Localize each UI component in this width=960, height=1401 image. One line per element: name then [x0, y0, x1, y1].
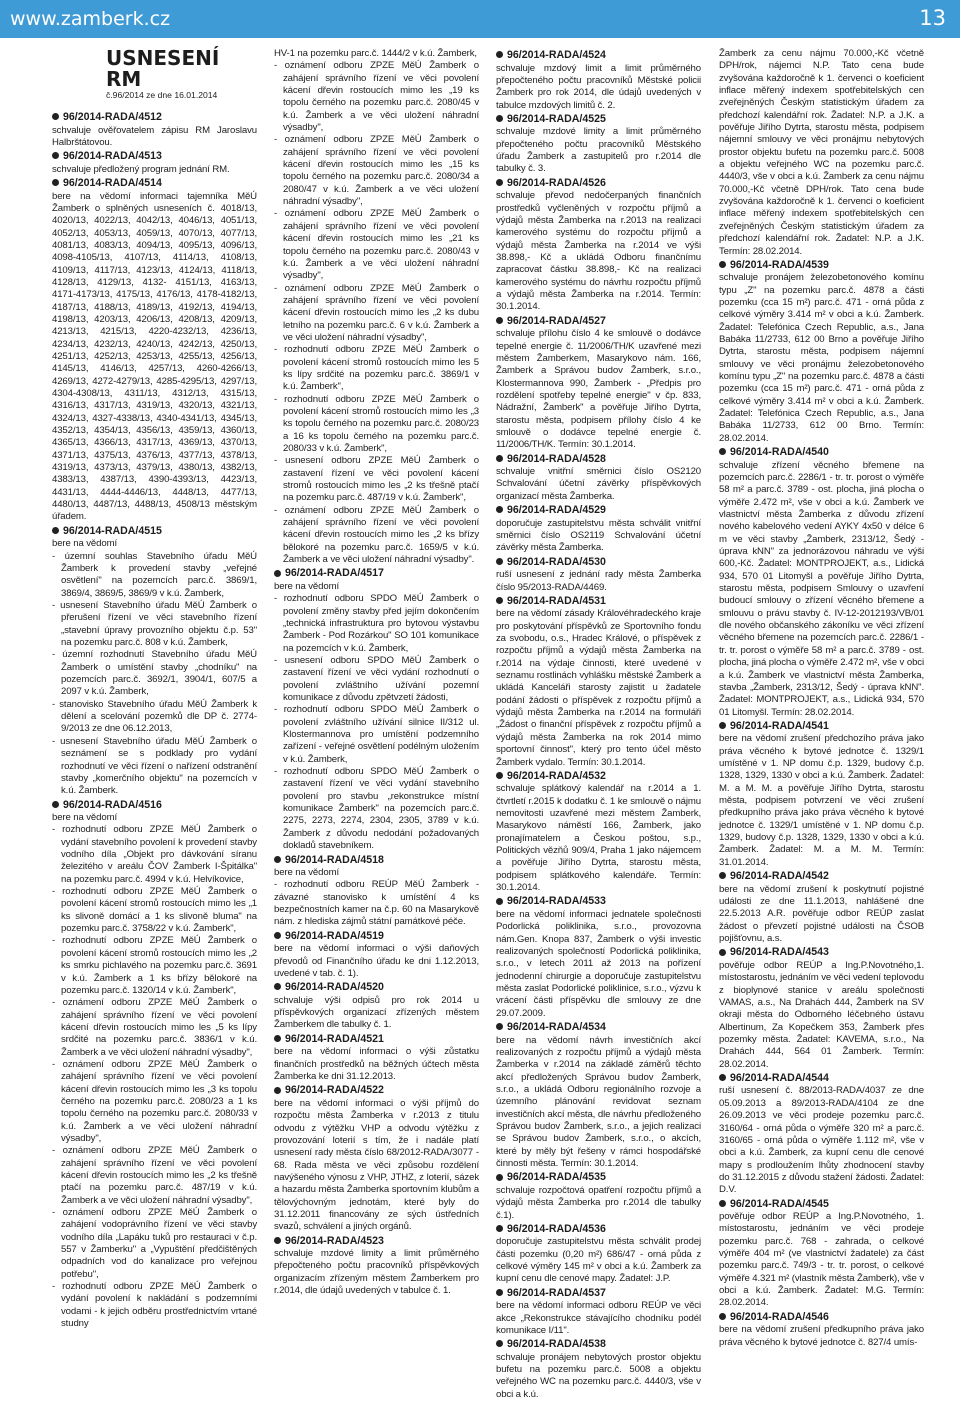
- column-3-body: [496, 49, 701, 1401]
- resolution-text: bere na vědomí zásady Královéhradeckého kraje pro poskytování příspěvků ze Sportovního fondu za svobodu, o.s., Hradec Králové, o příspěvek z rozpočtu příjmů a výdajů města Žamberka na r.2014 na výdaje činnosti, které uvedené v seznamu rostlinách vyhlášku městské Žamberk a ukládá Kanceláři starosty zajistit u žadatele podání žádosti o příspěvek z rozpočtu příjmů a výdajů města Žamberka na r.2014 na formuláři „Žádost o finanční příspěvek z rozpočtu příjmů a výdajů města Žamberka na rok 2014 mimo sportovní činnost", který pro tento účel město Žamberk vydalo. Termín: 30.1.2014.: [496, 608, 701, 768]
- resolution-heading: [52, 799, 257, 813]
- resolution-number: 96/2014-RADA/4524: [507, 49, 606, 61]
- resolution-number: 96/2014-RADA/4521: [285, 1032, 384, 1045]
- resolution-heading: [274, 854, 479, 868]
- bullet-icon: [719, 1074, 726, 1081]
- bullet-icon: [274, 1035, 281, 1042]
- bullet-icon: [496, 1225, 503, 1232]
- resolution-heading: [52, 525, 257, 539]
- resolution-heading: [719, 446, 924, 460]
- resolution-heading: [496, 1287, 701, 1301]
- resolution-text: schvaluje výši odpisů pro rok 2014 u příspěvkových organizací zřízených městem Žamberkem dle tabulky č. 1.: [274, 994, 479, 1031]
- bullet-icon: [496, 558, 503, 565]
- list-item: - usnesení Stavebního úřadu MěÚ Žamberk o seznámení se s podklady pro vydání rozhodnutí ve věci řízení o nařízení odstranění stavby „komerčního objektu" na pozemcích v k.ú. Žamberk.: [52, 735, 257, 797]
- resolution-number: 96/2014-RADA/4541: [730, 719, 829, 732]
- resolution-number: 96/2014-RADA/4528: [507, 452, 606, 465]
- resolution-heading: [496, 556, 701, 570]
- column-3: [496, 48, 701, 1400]
- resolution-heading: [274, 567, 479, 581]
- page-number: 13: [919, 6, 946, 30]
- bullet-icon: [496, 1023, 503, 1030]
- bullet-icon: [274, 856, 281, 863]
- bullet-icon: [52, 179, 59, 186]
- bullet-icon: [52, 527, 59, 534]
- resolution-heading: [274, 930, 479, 944]
- list-item: - rozhodnutí odboru SPDO MěÚ Žamberk o zastavení řízení ve věci vydání stavebního povolení pro stavbu „rekonstrukce místní komunikace Žamberk" na pozemcích parc.č. 2275, 2273, 2274, 2304, 2305, 3789 v k.ú. Žamberk z důvodu nedodání požadovaných dokladů stavebníkem.: [274, 766, 479, 852]
- resolution-text: schvaluje mzdový limit a limit průměrného přepočteného počtu pracovníků Městské policii Žamberk pro rok 2014, dle údajů uvedených v tabulce mzdových limitů č. 2.: [496, 62, 701, 111]
- bullet-icon: [274, 1087, 281, 1094]
- resolution-heading: [719, 870, 924, 884]
- bullet-icon: [52, 152, 59, 159]
- resolution-number: 96/2014-RADA/4536: [507, 1222, 606, 1235]
- resolution-text: bere na vědomí zrušení předchozího práva jako práva věcného k bytové jednotce č. 1329/1 umístěné v 1. NP domu č.p. 1329, budovy č.p. 1328, 1329, 1330 v obci a k.ú. Žamberk. Žadatel: M. a M. M. a pověřuje Jiřího Dytrta, starostu města, podpisem potvrzení ve věci zrušení předkupního práva jako práva věcného k bytové jednotce č. 1329/1 umístěné v 1. NP domu č.p. 1329, budovy č.p. 1328, 1329, 1330 v obci a k.ú. Žamberk. Žadatel: M. a M. M. Termín: 31.01.2014.: [719, 733, 924, 868]
- resolution-number: 96/2014-RADA/4525: [507, 112, 606, 125]
- resolution-number: 96/2014-RADA/4540: [730, 446, 829, 459]
- list-item: - rozhodnutí odboru ZPZE MěÚ Žamberk o povolení kácení stromů rostoucích mimo les „1 ks slivoně domácí a 1 ks slivoně bluma" na pozemku parc.č. 3758/22 v k.ú. Žamberk",: [52, 886, 257, 935]
- resolution-heading: [496, 49, 701, 63]
- resolution-heading: [496, 770, 701, 784]
- resolution-text: HV-1 na pozemku parc.č. 1444/2 v k.ú. Žamberk,: [274, 48, 477, 59]
- resolution-text: schvaluje přílohu číslo 4 ke smlouvě o dodávce tepelné energie č. 11/2006/TH/K uzavřené mezi městem Žamberkem, Masarykovo nám. 166, Žamberk a Správou budov Žamberk, s.r.o., Klostermannova 990, Žamberk - „Předpis pro rozdělení spotřeby tepelné energie" v čp. 833, Nádražní, Žamberk" a pověřuje Jiřího Dytrta, starostu města, podpisem přílohy číslo 4 ke smlouvě o dodávce tepelné energie č. 11/2006/TH/K. Termín: 30.1.2014.: [496, 328, 701, 451]
- resolution-number: 96/2014-RADA/4530: [507, 555, 606, 568]
- resolution-number: 96/2014-RADA/4538: [507, 1338, 606, 1351]
- resolution-text: schvaluje mzdové limity a limit průměrného přepočteného počtu pracovníků Městského úřadu Žamberk a zastupitelů pro r.2014 dle tabulky č. 3.: [496, 126, 701, 175]
- list-item: - rozhodnutí odboru SPDO MěÚ Žamberk o povolení změny stavby před jejím dokončením „technická infrastruktura pro bytovou výstavbu Žamberk - Pod Rozárkou" SO 101 komunikace na pozemcích v k.ú. Žamberk,: [274, 593, 479, 654]
- resolution-heading: [496, 453, 701, 467]
- list-item: - oznámení odboru ZPZE MěÚ Žamberk o zahájení správního řízení ve věci povolení kácení dřevin rostoucích mimo les „2 ks břízy bělokoré na pozemku parc.č. 1659/5 v k.ú. Žamberk a ve věci uložení náhradní výsadby".: [274, 504, 479, 566]
- resolution-heading: [496, 113, 701, 127]
- resolution-text: pověřuje odbor REÚP a Ing.P.Novotného,1. místostarostu, jednáním ve věci vedení teplovodu z bioplynové stanice v areálu společnosti VAMAS, a.s., Na Drahách 444, Žamberk na SV okraji města do Odborného léčebného ústavu Albertinum, Za Kopečkem 353, Žamberk přes pozemky města. Žadatel: KAVEMA, s.r.o., Na Drahách 444, 564 01 Žamberk. Termín: 28.02.2014.: [719, 959, 924, 1070]
- resolution-text: bere na vědomí informaci o výši příjmů do rozpočtu města Žamberka v r.2013 z titulu odvodu z výtěžku VHP a odvodu výtěžku z provozování loterií s tím, že i nadále platí usnesení rady města číslo 68/2012-RADA/3077 - 68. Rada města ve věci způsobu rozdělení navýšeného výnosu z VHP, JTHZ, z loterií, sázek a hazardu města Žamberka sportovním klubům a tělovýchovným jednotám, které byly do 31.12.2011 financovány ze sých ústředních svazů, schválení a jiných orgánů.: [274, 1097, 479, 1233]
- list-item: - územní rozhodnutí Stavebního úřadu MěÚ Žamberk o umístění stavby „chodníku" na pozemcích parc.č. 3692/1, 3904/1, 607/5 a 2097 v k.ú. Žamberk,: [52, 649, 257, 698]
- resolution-text: schvaluje vnitřní směrnici číslo OS2120 Schvalování účetní závěrky příspěvkových organizací města Žamberka.: [496, 466, 701, 502]
- list-item: - oznámení odboru ZPZE MěÚ Žamberk o zahájení správního řízení ve věci povolení kácení dřevin rostoucích mimo les „2 ks třešně ptačí na pozemku parc.č. 487/19 v k.ú. Žamberk a ve věci uložení náhradní výsadby",: [52, 1145, 257, 1206]
- bullet-icon: [274, 932, 281, 939]
- resolution-text: schvaluje ověřovatelem zápisu RM Jaroslavu Halbrštátovou.: [52, 124, 257, 148]
- column-1: [52, 46, 257, 1330]
- resolution-text: bere na vědomí informaci odboru REÚP ve věci akce „Rekonstrukce stávajícího chodníku podél komunikace I/11".: [496, 1300, 701, 1336]
- list-item: - rozhodnutí odboru ZPZE MěÚ Žamberk o povolení kácení stromů rostoucích mimo les „3 ks topolu černého na pozemku parc.č. 2080/23 a 16 ks topolu černého na pozemku parc.č. 2080/33 v k.ú. Žamberk",: [274, 393, 479, 454]
- bullet-icon: [496, 317, 503, 324]
- list-item: - rozhodnutí odboru SPDO MěÚ Žamberk o povolení zvláštního užívání silnice II/312 ul. Klostermannova pro umístění podzemního zařízení - veřejné osvětlení podélným uložením v k.ú. Žamberk,: [274, 704, 479, 765]
- list-item: - usnesení odboru ZPZE MěÚ Žamberk o zastavení řízení ve věci povolení kácení stromů rostoucích mimo les „2 ks třešně ptačí na pozemku parc.č. 487/19 v k.ú. Žamberk",: [274, 455, 479, 504]
- list-item: - oznámení odboru ZPZE MěÚ Žamberk o zahájení správního řízení ve věci povolení kácení dřevin rostoucích mimo les „3 ks topolu černého na pozemku parc.č. 2080/23 a 1 ks topolu černého na pozemku parc.č. 2080/33 v k.ú. Žamberk a ve věci uložení náhradní výsadby",: [52, 1058, 257, 1144]
- resolution-heading: [719, 1198, 924, 1212]
- resolution-number: 96/2014-RADA/4523: [285, 1234, 384, 1247]
- resolution-heading: [719, 1311, 924, 1325]
- resolution-heading: [274, 1033, 479, 1047]
- resolution-heading: [52, 111, 257, 125]
- resolution-heading: [719, 720, 924, 734]
- page-header: [0, 0, 960, 38]
- bullet-icon: [719, 949, 726, 956]
- resolution-text: doporučuje zastupitelstvu města schválit prodej části pozemku (0,20 m²) 686/47 - orná půda z celkové výměry 145 m² v obci a k.ú. Žamberk za kupní cenu dle cenové mapy. Žadatel: J.P.: [496, 1236, 701, 1285]
- site-url[interactable]: www.zamberk.cz: [10, 8, 171, 30]
- bullet-icon: [719, 448, 726, 455]
- resolution-number: 96/2014-RADA/4539: [730, 258, 829, 271]
- resolution-text: pověřuje odbor REÚP a Ing.P.Novotného, 1. místostarostu, jednáním ve věci prodeje pozemku parc.č. 768 - zahrada, o celkové výměře 404 m² (ve vlastnictví žadatele) za část pozemku parc.č. 749/3 - tr. tr. porost, o celkové výměře 4.321 m² (vlastník města Žamberk), vše v obci a k.ú. Žamberk. Žadatel: M.G. Termín: 28.02.2014.: [719, 1211, 924, 1309]
- resolution-heading: [52, 177, 257, 191]
- resolution-text: bere na vědomí informaci o výši zůstatku finančních prostředků na běžných účtech města Žamberka ke dni 31.12.2013.: [274, 1046, 479, 1082]
- resolution-text: bere na vědomí informaci tajemníka MěÚ Žamberk o splněných usneseních č. 4018/13, 4020/13, 4022/13, 4042/13, 4046/13, 4051/13, 4052/13, 4053/13, 4059/13, 4070/13, 4077/13, 4081/13, 4083/13, 4094/13, 4095/13, 4096/13, 4098-4105/13, 4107/13, 4114/13, 4108/13, 4109/13, 4117/13, 4123/13, 4124/13, 4118/13, 4128/13, 4129/13, 4132- 4151/13, 4163/13, 4171-4173/13, 4175/13, 4176/13, 4178-4182/13, 4187/13, 4188/13, 4189/13, 4192/13, 4194/13, 4198/13, 4203/13, 4206/13, 4208/13, 4209/13, 4213/13, 4215/13, 4220-4232/13, 4236/13, 4234/13, 4232/13, 4240/13, 4242/13, 4250/13, 4251/13, 4252/13, 4253/13, 4255/13, 4256/13, 4145/13, 4146/13, 4257/13, 4260-4266/13, 4269/13, 4272-4279/13, 4285-4295/13, 4297/13, 4304-4308/13, 4311/13, 4312/13, 4315/13, 4316/13, 4317/13, 4319/13, 4320/13, 4321/13, 4324/13, 4327-4338/13, 4340-4341/13, 4345/13, 4352/13, 4354/13, 4356/13, 4359/13, 4360/13, 4365/13, 4366/13, 4317/13, 4369/13, 4370/13, 4371/13, 4375/13, 4376/13, 4377/13, 4378/13, 4319/13, 4373/13, 4379/13, 4380/13, 4382/13, 4383/13, 4387/13, 4390-4393/13, 4423/13, 4431/13, 4444-4446/13, 4448/13, 4477/13, 4480/13, 4487/13, 4488/13, 4508/13 městským úřadem.: [52, 190, 257, 523]
- bullet-icon: [719, 261, 726, 268]
- list-item: - územní souhlas Stavebního úřadu MěÚ Žamberk k provedení stavby „veřejné osvětlení" na pozemcích parc.č. 3869/1, 3869/4, 3869/5, 3869/9 v k.ú. Žamberk,: [52, 550, 257, 599]
- resolution-number: 96/2014-RADA/4544: [730, 1071, 829, 1084]
- resolution-number: 96/2014-RADA/4531: [507, 594, 606, 607]
- list-item: - oznámení odboru ZPZE MěÚ Žamberk o zahájení vodoprávního řízení ve věci stavby vodního díla „Lapáku tuků pro restauraci v č.p. 557 v Žamberku" a „Vypuštění předčištěných odpadních vod do kanalizace pro veřejnou potřebu",: [52, 1207, 257, 1280]
- resolution-text: bere na vědomí zrušení k poskytnutí pojistné události ze dne 11.1.2013, nahlášené dne 22.5.2013 A.R. pověřuje odbor REÚP zaslat žádost o převzetí pojistné události na ČSOB pojišťovnu, a.s.: [719, 883, 924, 945]
- resolution-number: 96/2014-RADA/4522: [285, 1084, 384, 1097]
- resolution-heading: [719, 1072, 924, 1086]
- masthead: [106, 48, 257, 101]
- resolution-heading: [274, 981, 479, 995]
- resolution-number: 96/2014-RADA/4529: [507, 504, 606, 517]
- resolution-text: ruší usnesení č. 88/2013-RADA/4037 ze dne 05.09.2013 a 89/2013-RADA/4104 ze dne 26.09.2013 ve věci prodeje pozemku parc.č. 3160/64 - orná půda o výměře 320 m² a parc.č. 3160/65 - orná půda o výměře 1.112 m², vše v obci a k.ú. Žamberk, za kupní cenu dle cenové mapy s prodloužením lhůty zhodnocení stavby do 31.12.2015 z důvodu stažení žádosti. Žadatel: D.V.: [719, 1085, 924, 1196]
- resolution-number: 96/2014-RADA/4519: [285, 929, 384, 942]
- resolution-number: 96/2014-RADA/4514: [63, 177, 162, 190]
- resolution-text: schvaluje pronájem železobetonového komínu typu „Z" na pozemku parc.č. 4878 a části pozemku (cca 15 m²) parc.č. 471 - orná půda z celkové výměry 3.414 m² v obci a k.ú. Žamberk. Žadatel: Telefónica Czech Republic, a.s., Jana Babáka 11/2733, 612 00 Brno a pověřuje Jiřího Dytrta, starostu města, podpisem nájemní smlouvy ve věci pronájmu železobetonového komínu typu „Z" na pozemku parc.č. 4878 a části pozemku (cca 15 m²) parc.č. 471 - orná půda z celkové výměry 3.414 m² v obci a k.ú. Žamberk. Žadatel: Telefónica Czech Republic, a.s., Jana Babáka 11/2733, 612 00 Brno. Termín: 28.02.2014.: [719, 272, 924, 444]
- bullet-icon: [719, 1313, 726, 1320]
- resolution-number: 96/2014-RADA/4513: [63, 150, 162, 163]
- list-item: - rozhodnutí odboru ZPZE MěÚ Žamberk o vydání povolení k nakládání s podzemními vodami - k jejich odběru prostřednictvím vrtané studny: [52, 1281, 257, 1330]
- resolution-number: 96/2014-RADA/4518: [285, 853, 384, 866]
- resolution-number: 96/2014-RADA/4534: [507, 1021, 606, 1034]
- columns: [52, 46, 928, 1400]
- resolution-heading: [496, 1021, 701, 1035]
- bullet-icon: [274, 983, 281, 990]
- bullet-icon: [52, 801, 59, 808]
- resolution-text: schvaluje pronájem nebytových prostor objektu bufetu na pozemku parc.č. 5008 a objektu veřejného WC na pozemku parc.č. 4440/3, vše v obci a k.ú.: [496, 1351, 701, 1400]
- list-item: - rozhodnutí odboru ZPZE MěÚ Žamberk o vydání stavebního povolení k provedení stavby vodního díla „Objekt pro dávkování síranu železitého v areálu ČOV Žamberk I-Špitálka" na pozemku parc.č. 4994 v k.ú. Helvíkovice,: [52, 824, 257, 885]
- list-item: - rozhodnutí odboru ZPZE MěÚ Žamberk o povolení kácení stromů rostoucích mimo les 5 ks lípy srdčité na pozemku parc.č. 3869/1 v k.ú. Žamberk",: [274, 344, 479, 393]
- resolution-text: bere na vědomí: [52, 812, 117, 824]
- resolution-heading: [719, 259, 924, 273]
- resolution-number: 96/2014-RADA/4516: [63, 798, 162, 811]
- resolution-number: 96/2014-RADA/4546: [730, 1310, 829, 1323]
- resolution-number: 96/2014-RADA/4533: [507, 895, 606, 908]
- resolution-text: bere na vědomí: [274, 867, 339, 878]
- bullet-icon: [274, 1237, 281, 1244]
- resolution-heading: [274, 1084, 479, 1098]
- list-item: - usnesení Stavebního úřadu MěÚ Žamberk o přerušení řízení ve věci stavebního řízení „stavební úpravy provozního objektu č.p. 53" na pozemku parc.č. 808 v k.ú. Žamberk,: [52, 600, 257, 649]
- list-item: - oznámení odboru ZPZE MěÚ Žamberk o zahájení správního řízení ve věci povolení kácení dřevin rostoucích mimo les „2 ks dubu letního na pozemku parc.č. 6 v k.ú. Žamberk a ve věci uložení náhradní výsadby",: [274, 282, 479, 343]
- list-item: - rozhodnutí odboru ZPZE MěÚ Žamberk o povolení kácení stromů rostoucích mimo les „2 ks smrku pichlavého na pozemku parc.č. 3691 v k.ú. Žamberk a 1 ks břízy bělokoré na pozemku parc.č. 1320/14 v k.ú. Žamberk",: [52, 935, 257, 996]
- resolution-heading: [496, 315, 701, 329]
- column-2: [274, 48, 479, 1297]
- bullet-icon: [496, 1340, 503, 1347]
- bullet-icon: [719, 872, 726, 879]
- bullet-icon: [274, 570, 281, 577]
- resolution-number: 96/2014-RADA/4526: [507, 176, 606, 189]
- list-item: - oznámení odboru ZPZE MěÚ Žamberk o zahájení správního řízení ve věci povolení kácení dřevin rostoucích mimo les „21 ks topolu černého na pozemku parc.č. 2080/43 v k.ú. Žamberk a ve věci uložení náhradní výsadby",: [274, 208, 479, 282]
- bullet-icon: [496, 898, 503, 905]
- resolution-number: 96/2014-RADA/4527: [507, 314, 606, 327]
- bullet-icon: [719, 1200, 726, 1207]
- resolution-text: doporučuje zastupitelstvu města schválit vnitřní směrnici číslo OS2119 Schvalování účetní závěrky města Žamberka.: [496, 517, 701, 554]
- bullet-icon: [496, 455, 503, 462]
- column-4-body: [719, 48, 924, 1349]
- resolution-heading: [496, 1223, 701, 1237]
- resolution-number: 96/2014-RADA/4532: [507, 769, 606, 782]
- resolution-text: schvaluje předložený program jednání RM.: [52, 163, 230, 175]
- resolution-heading: [496, 504, 701, 518]
- resolution-heading: [274, 1235, 479, 1249]
- masthead-subtitle: č.96/2014 ze dne 16.01.2014: [106, 90, 218, 100]
- resolution-heading: [719, 946, 924, 960]
- bullet-icon: [496, 179, 503, 186]
- resolution-heading: [496, 1338, 701, 1352]
- resolution-number: 96/2014-RADA/4535: [507, 1171, 606, 1184]
- resolution-text: schvaluje splátkový kalendář na r.2014 a 1. čtvrtletí r.2015 k dodatku č. 1 ke smlouvě o nájmu nemovitosti uzavřené mezi městem Žamberk, Masarykovo náměstí 166, Žamberk, jako pronajímatelem a Českou poštou, s.p., Politických vězňů 909/4, Praha 1 jako nájemcem a pověřuje Jiřího Dytrta, starostu města, podpisem splátkového kalendáře. Termín: 30.1.2014.: [496, 783, 701, 894]
- list-item: - stanovisko Stavebního úřadu MěÚ Žamberk k dělení a scelování pozemků dle DP č. 2774-9/2013 ze dne 06.12.2013,: [52, 698, 257, 735]
- bullet-icon: [496, 115, 503, 122]
- resolution-text: bere na vědomí návrh investičních akcí realizovaných z rozpočtu příjmů a výdajů města Žamberka v r.2014 na základě záměrů těchto akcí předložených Správou budov Žamberk, s.r.o., a ukládá Odboru regionálního rozvoje a územního plánování revidovat seznam investičních akcí města, dle návrhu předloženého Správou budov Žamberk, s.r.o., a jejich realizaci se Správou budov Žamberk, s.r.o., o akcích, které by měly být řešeny v rámci hospodářské činnosti města. Termín: 30.1.2014.: [496, 1034, 701, 1169]
- bullet-icon: [496, 772, 503, 779]
- resolution-text: schvaluje zřízení věcného břemene na pozemcích parc.č. 2286/1 - tr. tr. porost o výměře 58 m² a parc.č. 3789 - ost. plocha, jiná plocha o výměře 2.472 m², vše v obci a k.ú. Žamberk ve vlastnictví města Žamberka z důvodu zřízení nového kabelového vedení AYKY 4x50 v délce 6 m ve věci stavby „Žamberk, 2313/12, Šedý - úprava kNN" za jednorázovou náhradu ve výši 600,-Kč. Žadatel: MONTPROJEKT, a.s., Lidická 934, 570 01 Litomyšl a pověřuje Jiřího Dytrta, starostu města, podpisem Smlouvy o uzavření budoucí smlouvy o zřízení věcného břemene a smlouvu o právu stavby č. IV-12-2012193/VB/01 dle nového občanského zákoníku ve věci zřízení věcného břemene na pozemcích parc.č. 2286/1 - tr. tr. porost o výměře 58 m² a parc.č. 3789 - ost. plocha, jiná plocha o výměře 2.472 m², vše v obci a k.ú. Žamberk ve vlastnictví města Žamberka, stavba „Žamberk, 2313/12, Šedý - úprava kNN". Žadatel: MONTPROJEKT, a.s., Lidická 934, 570 01 Litomyšl. Termín: 28.02.2014.: [719, 459, 924, 718]
- resolution-heading: [496, 595, 701, 609]
- resolution-text: bere na vědomí zrušení předkupního práva jako práva věcného k bytové jednotce č. 827/4 umís-: [719, 1324, 924, 1348]
- resolution-number: 96/2014-RADA/4542: [730, 870, 829, 883]
- resolution-text: schvaluje mzdové limity a limit průměrného přepočteného počtu pracovníků příspěvkových organizacím zřízeným městem Žamberkem pro r.2014, dle údajů uvedených v tabulce č. 1.: [274, 1248, 479, 1297]
- resolution-text: bere na vědomí informaci jednatele společnosti Podorlická poliklinika, s.r.o., provozovna nám.Gen. Knopa 837, Žamberk o výši investic realizovaných společností Podorlická poliklinika, s.r.o., v letech 2011 až 2013 na pořízení jednodenní chirurgie a doporučuje zastupitelstvu města zaslat Podorlické poliklinice, s.r.o., výzvu k vrácení části příspěvku dle smlouvy ze dne 29.07.2009.: [496, 908, 701, 1019]
- resolution-number: 96/2014-RADA/4515: [63, 524, 162, 537]
- bullet-icon: [496, 51, 503, 58]
- resolution-text: - rozhodnutí odboru REÚP MěÚ Žamberk - závazné stanovisko k umístění 4 ks bezpečnostních kamer na č.p. 60 na Masarykově nám. z hlediska zájmů státní památkové péče.: [274, 879, 479, 928]
- resolution-text: schvaluje převod nedočerpaných finančních prostředků vyčleněných v rozpočtu příjmů a výdajů města Žamberka na r.2013 na realizaci kamerového systému do rozpočtu příjmů a výdajů města Žamberka na r.2014 ve výši 38.898,- Kč a ukládá Odboru finančnímu zapracovat částku 38.898,- Kč na realizaci kamerového systému do návrhu rozpočtu příjmů a výdajů města Žamberka na r.2014. Termín: 30.1.2014.: [496, 190, 701, 313]
- resolution-number: 96/2014-RADA/4517: [285, 567, 384, 580]
- resolution-text: schvaluje rozpočtová opatření rozpočtu příjmů a výdajů města Žamberka pro r.2014 dle tabulky č.1).: [496, 1184, 701, 1221]
- resolution-text: bere na vědomí informaci o výši daňových převodů od Finančního úřadu ke dni 1.12.2013, uvedené v tab. č. 1).: [274, 943, 479, 979]
- resolution-heading: [52, 150, 257, 164]
- bullet-icon: [496, 1174, 503, 1181]
- bullet-icon: [496, 1289, 503, 1296]
- bullet-icon: [52, 113, 59, 120]
- column-2-body: [274, 48, 479, 1297]
- resolution-heading: [496, 1171, 701, 1185]
- resolution-number: 96/2014-RADA/4543: [730, 946, 829, 959]
- resolution-text: Žamberk za cenu nájmu 70.000,-Kč včetně DPH/rok, nájemci N.P. Tato cena bude zvyšována každoročně k 1. červenci o koeficient inflace měřený indexem spotřebitelských cen zveřejněných Českým statistickým úřadem za předchozí kalendářní rok. Žadatel: N.P. a J.K. a pověřuje Jiřího Dytrta, starostu města, podpisem nájemní smlouvy ve věci pronájmu nebytových prostor objektu bufetu na pozemku parc.č. 5008 a objektu veřejného WC na pozemku parc.č. 4440/3, vše v obci a k.ú. Žamberk za cenu nájmu 70.000,-Kč včetně DPH/rok. Tato cena bude zvyšována každoročně k 1. červenci o koeficient inflace měřený indexem spotřebitelských cen zveřejněných Českým statistickým úřadem za předchozí kalendářní rok. Žadatel: N.P. a J.K. Termín: 28.02.2014.: [719, 48, 924, 257]
- bullet-icon: [496, 597, 503, 604]
- resolution-number: 96/2014-RADA/4545: [730, 1197, 829, 1210]
- resolution-text: ruší usnesení z jednání rady města Žamberka číslo 95/2013-RADA/4469.: [496, 569, 701, 593]
- masthead-title: USNESENÍ RM: [106, 46, 220, 91]
- list-item: - usnesení odboru SPDO MěÚ Žamberk o zastavení řízení ve věci vydání rozhodnutí o povolení zvláštního užívání pozemní komunikace z důvodu zpětvzetí žádosti,: [274, 655, 479, 704]
- list-item: - oznámení odboru ZPZE MěÚ Žamberk o zahájení správního řízení ve věci povolení kácení dřevin rostoucích mimo les „19 ks topolu černého na pozemku parc.č. 2080/45 v k.ú. Žamberk a ve věci uložení náhradní výsadby",: [274, 60, 479, 134]
- resolution-number: 96/2014-RADA/4537: [507, 1286, 606, 1299]
- list-item: - oznámení odboru ZPZE MěÚ Žamberk o zahájení správního řízení ve věci povolení kácení dřevin rostoucích mimo les „5 ks lípy srdčité na pozemku parc.č. 3836/1 v k.ú. Žamberk a ve věci uložení náhradní výsadby",: [52, 997, 257, 1058]
- resolution-number: 96/2014-RADA/4512: [63, 111, 162, 123]
- resolution-heading: [496, 895, 701, 909]
- column-1-body: [52, 111, 257, 1330]
- list-item: - oznámení odboru ZPZE MěÚ Žamberk o zahájení správního řízení ve věci povolení kácení dřevin rostoucích mimo les „15 ks topolu černého na pozemku parc.č. 2080/34 a 2080/47 v k.ú. Žamberk a ve věci uložení náhradní výsadby",: [274, 134, 479, 208]
- resolution-heading: [496, 177, 701, 191]
- bullet-icon: [496, 506, 503, 513]
- resolution-number: 96/2014-RADA/4520: [285, 981, 384, 994]
- resolution-text: bere na vědomí: [52, 538, 117, 550]
- resolution-text: bere na vědomí: [274, 580, 339, 592]
- bullet-icon: [719, 722, 726, 729]
- column-4: [719, 48, 924, 1348]
